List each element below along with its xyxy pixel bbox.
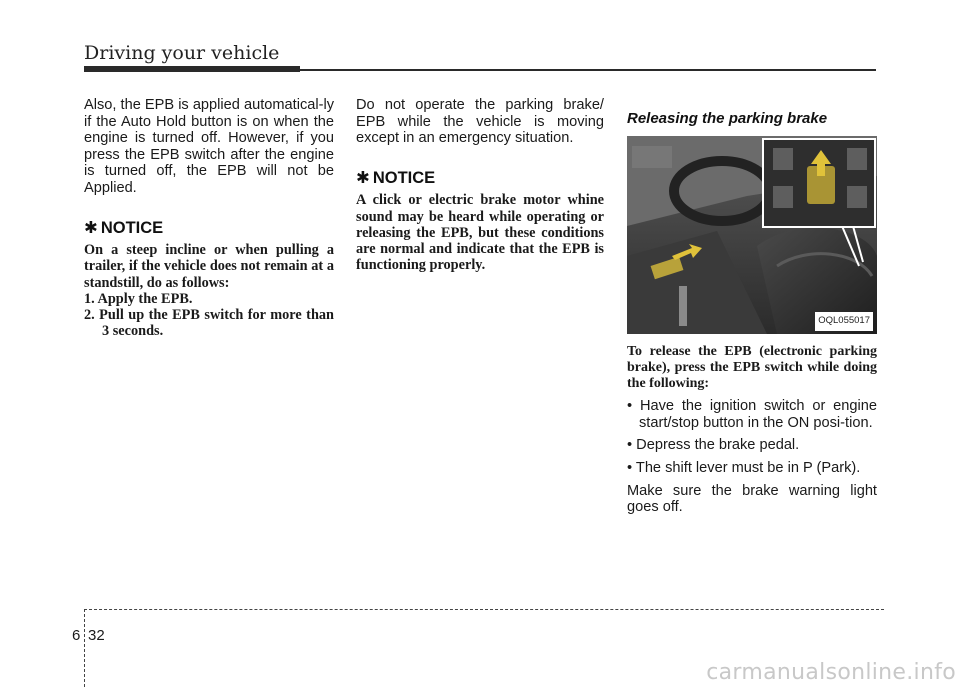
bullet-icon: •	[627, 398, 640, 415]
car-interior-illustration	[627, 136, 877, 334]
site-watermark: carmanualsonline.info	[706, 660, 956, 685]
header-rule-thin	[300, 69, 876, 71]
notice-step-2: 2. Pull up the EPB switch for more than 3 seconds.	[84, 306, 334, 340]
column-middle	[356, 97, 604, 273]
notice-step-1: 1. Apply the EPB.	[84, 290, 193, 307]
column-left	[84, 97, 334, 339]
section-title-releasing: Releasing the parking brake	[627, 110, 828, 127]
page-number: 32	[88, 627, 105, 644]
epb-switch-photo	[627, 136, 877, 334]
page-header-title: Driving your vehicle	[84, 42, 280, 64]
column-right	[627, 111, 877, 516]
notice-heading-left	[84, 220, 334, 237]
footer-rule-horizontal	[84, 609, 884, 611]
bullet-item-ignition	[627, 398, 877, 431]
footer-rule-vertical	[84, 609, 86, 687]
notice-text-incline: On a steep incline or when pulling a trailer, if the vehicle does not remain at a standstill, do as follows:	[84, 242, 334, 291]
bullet-item-shift-lever	[627, 460, 877, 477]
closing-paragraph: Make sure the brake warning light goes off.	[627, 482, 877, 516]
bullet-text: Depress the brake pedal.	[636, 437, 800, 454]
notice-heading-middle	[356, 170, 604, 187]
notice-star-icon: ✱	[356, 168, 370, 187]
header-rule-thick	[84, 66, 300, 72]
notice-label: NOTICE	[100, 218, 164, 237]
bullet-icon: •	[627, 437, 637, 454]
release-intro-text: To release the EPB (electronic parking brake), press the EPB switch while doing the following:	[627, 343, 877, 391]
section-number: 6	[72, 627, 81, 644]
notice-star-icon: ✱	[84, 218, 98, 237]
epb-auto-hold-paragraph: Also, the EPB is applied automatical-ly if the Auto Hold button is on when the engine is turned off. However, if you press the EPB switch after the engine is turned off, the EPB will not be Applied.	[84, 97, 334, 196]
notice-text-motor-sound: A click or electric brake motor whine sound may be heard while operating or releasing the EPB, but these conditions are normal and indicate that the EPB is functioning properly.	[356, 192, 604, 274]
bullet-text: Have the ignition switch or engine start/stop button in the ON posi-tion.	[639, 398, 877, 431]
notice-label: NOTICE	[372, 168, 436, 187]
do-not-operate-paragraph: Do not operate the parking brake/ EPB while the vehicle is moving except in an emergency situation.	[356, 97, 604, 147]
image-code-label: OQL055017	[815, 312, 873, 331]
bullet-text: The shift lever must be in P (Park).	[635, 459, 861, 476]
bullet-icon: •	[627, 459, 636, 476]
bullet-item-brake-pedal	[627, 437, 877, 454]
